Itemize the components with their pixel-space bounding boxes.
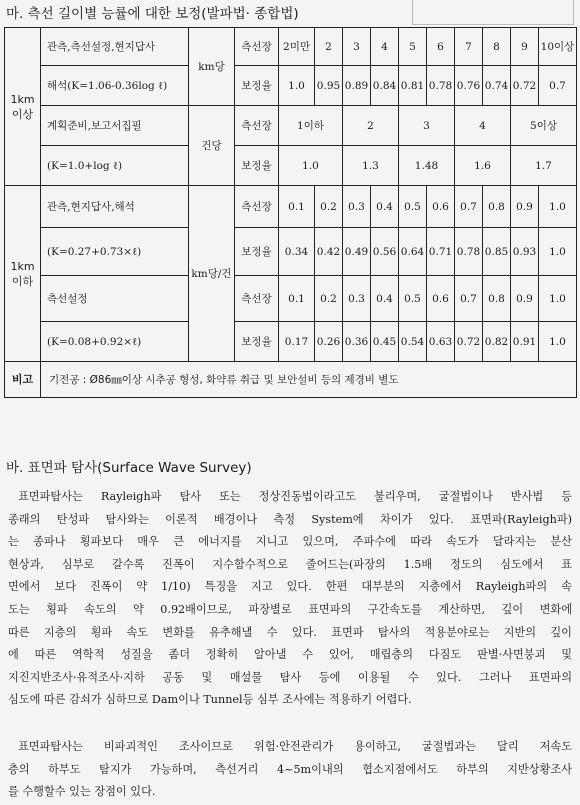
table-cell: 0.5 — [399, 276, 427, 322]
paragraph-line: 심도에 따른 감쇠가 심하므로 Dam이나 Tunnel등 심부 조사에는 적용하기 어렵다. — [8, 693, 412, 707]
table-cell: 1.3 — [343, 146, 399, 186]
length-label: 측선장 — [235, 28, 279, 66]
task-label: 관측,현지답사,해석 — [41, 186, 189, 228]
group-label: 1km 이하 — [5, 186, 41, 362]
section-title-ba: 바. 표면파 탐사(Surface Wave Survey) — [6, 460, 252, 476]
task-label: 측선설정 — [41, 276, 189, 322]
table-cell: 0.7 — [455, 276, 483, 322]
table-cell: 0.42 — [315, 228, 343, 276]
table-cell: 1.0 — [539, 228, 577, 276]
table-cell: 5 — [399, 28, 427, 66]
table-cell: 0.26 — [315, 322, 343, 362]
table-cell: 0.72 — [511, 66, 539, 106]
table-cell: 7 — [455, 28, 483, 66]
table-row — [5, 146, 577, 186]
table-cell: 0.6 — [427, 186, 455, 228]
paragraph-line: 도는 횡파 속도의 약 0.92배이므로, 파장별로 표면파의 구간속도를 계산하면, 깊이 변화에 — [8, 602, 572, 616]
table-cell: 0.1 — [279, 276, 315, 322]
paragraph-line: 표면파탐사는 비파괴적인 조사이므로 위험·안전관리가 용이하고, 굴절법과는 달리 저속도 — [18, 740, 572, 753]
table-row — [5, 186, 577, 228]
table-row — [5, 276, 577, 322]
paragraph-line: 면에서 보다 진폭이 약 1/10) 특징을 지고 있다. 한편 대부분의 지층에서 Rayleigh파의 속 — [8, 580, 572, 594]
note-text: 기전공 : Ø86㎜이상 시추공 형성, 화약류 취급 및 보안설비 등의 제경비 별도 — [41, 362, 577, 398]
table-cell: 0.9 — [511, 186, 539, 228]
table-cell: 0.5 — [399, 186, 427, 228]
rate-label: 보정율 — [235, 146, 279, 186]
table-cell: 0.49 — [343, 228, 371, 276]
decorative-box — [412, 0, 574, 25]
table-cell: 0.78 — [427, 66, 455, 106]
table-cell: 0.74 — [483, 66, 511, 106]
table-cell: 3 — [399, 106, 455, 146]
task-label: 계획준비,보고서집필 — [41, 106, 189, 146]
table-cell: 0.64 — [399, 228, 427, 276]
table-cell: 0.91 — [511, 322, 539, 362]
correction-table — [4, 27, 577, 398]
table-cell: 0.3 — [343, 276, 371, 322]
table-cell: 0.3 — [343, 186, 371, 228]
paragraph-line: 지진지반조사·유적조사·지하 공동 및 매설물 탐사 등에 이용될 수 있다. 그러나 표면파의 — [8, 670, 572, 684]
paragraph-line: 따른 지층의 횡파 속도 변화를 유추해낼 수 있다. 표면파 탐사의 적용분야로는 지반의 깊이 — [8, 625, 572, 639]
table-cell: 1.0 — [539, 186, 577, 228]
table-cell: 0.17 — [279, 322, 315, 362]
table-cell: 0.1 — [279, 186, 315, 228]
rate-label: 보정율 — [235, 66, 279, 106]
rate-label: 보정율 — [235, 322, 279, 362]
table-cell: 9 — [511, 28, 539, 66]
paragraph-line: 는 종파나 횡파보다 매우 큰 에너지를 지니고 있으며, 주파수에 따라 속도가 달라지는 분산 — [8, 535, 572, 549]
table-cell: 1.6 — [455, 146, 511, 186]
table-cell: 0.54 — [399, 322, 427, 362]
table-cell: 8 — [483, 28, 511, 66]
table-cell: 0.89 — [343, 66, 371, 106]
paragraph-line: 표면파탐사는 Rayleigh파 탐사 또는 정상진동법이라고도 불리우며, 굴절법이나 반사법 등 — [18, 490, 572, 503]
table-cell: 1.0 — [279, 66, 315, 106]
table-cell: 2 — [343, 106, 399, 146]
paragraph-line: 층의 하부도 탐지가 가능하며, 측선거리 4~5m이내의 협소지점에서도 하부의 지반상황조사 — [8, 762, 572, 776]
table-cell: 2미만 — [279, 28, 315, 66]
paragraph-line: 현상과, 심부로 갈수록 진폭이 지수함수적으로 줄어드는(파장의 1.5배 정도의 심도에서 표 — [8, 557, 572, 571]
table-cell: 0.85 — [483, 228, 511, 276]
table-cell: 0.6 — [427, 276, 455, 322]
table-cell: 1.0 — [279, 146, 343, 186]
table-cell: 0.81 — [399, 66, 427, 106]
note-label: 비고 — [5, 362, 41, 398]
table-cell: 0.71 — [427, 228, 455, 276]
paragraph-2 — [8, 736, 572, 804]
table-cell: 0.84 — [371, 66, 399, 106]
table-cell: 0.7 — [455, 186, 483, 228]
table-row — [5, 106, 577, 146]
table-cell: 0.63 — [427, 322, 455, 362]
table-cell: 0.82 — [483, 322, 511, 362]
table-cell: 0.76 — [455, 66, 483, 106]
formula-label: 해석(K=1.06-0.36log ℓ) — [41, 66, 189, 106]
unit-label: 건당 — [189, 106, 235, 186]
formula-label: (K=0.08+0.92×ℓ) — [41, 322, 189, 362]
table-cell: 2 — [315, 28, 343, 66]
table-cell: 0.4 — [371, 186, 399, 228]
table-row — [5, 28, 577, 66]
paragraph-1 — [8, 486, 572, 712]
table-cell: 0.8 — [483, 186, 511, 228]
table-row — [5, 362, 577, 398]
table-cell: 0.9 — [511, 276, 539, 322]
formula-label: (K=0.27+0.73×ℓ) — [41, 228, 189, 276]
table-cell: 1.48 — [399, 146, 455, 186]
table-cell: 0.93 — [511, 228, 539, 276]
unit-label: km당 — [189, 28, 235, 106]
formula-label: (K=1.0+log ℓ) — [41, 146, 189, 186]
table-cell: 10이상 — [539, 28, 577, 66]
table-cell: 1.7 — [511, 146, 577, 186]
table-row — [5, 228, 577, 276]
task-label: 관측,측선설정,현지답사 — [41, 28, 189, 66]
table-cell: 1이하 — [279, 106, 343, 146]
paragraph-line: 종래의 탄성파 탐사와는 이론적 배경이나 측정 System에 차이가 있다. 표면파(Rayleigh파) — [8, 512, 572, 526]
table-cell: 0.7 — [539, 66, 577, 106]
table-cell: 1.0 — [539, 276, 577, 322]
table-cell: 0.2 — [315, 186, 343, 228]
table-cell: 0.45 — [371, 322, 399, 362]
table-cell: 4 — [371, 28, 399, 66]
table-cell: 0.2 — [315, 276, 343, 322]
table-cell: 0.34 — [279, 228, 315, 276]
table-cell: 4 — [455, 106, 511, 146]
paragraph-line: 를 수행할수 있는 장점이 있다. — [8, 785, 156, 799]
table-cell: 5이상 — [511, 106, 577, 146]
table-cell: 0.78 — [455, 228, 483, 276]
table-cell: 6 — [427, 28, 455, 66]
group-label: 1km 이상 — [5, 28, 41, 186]
table-cell: 1.0 — [539, 322, 577, 362]
length-label: 측선장 — [235, 106, 279, 146]
length-label: 측선장 — [235, 186, 279, 228]
table-cell: 0.95 — [315, 66, 343, 106]
section-title-ma: 마. 측선 길이별 능률에 대한 보정(발파법· 종합법) — [6, 6, 299, 22]
table-cell: 3 — [343, 28, 371, 66]
table-row — [5, 322, 577, 362]
paragraph-line: 에 따른 역학적 성질을 좀더 정확히 알아낼 수 있어, 매립층의 다짐도 판별·사면붕괴 및 — [8, 648, 572, 662]
length-label: 측선장 — [235, 276, 279, 322]
table-cell: 0.36 — [343, 322, 371, 362]
table-cell: 0.72 — [455, 322, 483, 362]
table-cell: 0.4 — [371, 276, 399, 322]
table-row — [5, 66, 577, 106]
unit-label: km당/건 — [189, 186, 235, 362]
rate-label: 보정율 — [235, 228, 279, 276]
table-cell: 0.8 — [483, 276, 511, 322]
table-cell: 0.56 — [371, 228, 399, 276]
